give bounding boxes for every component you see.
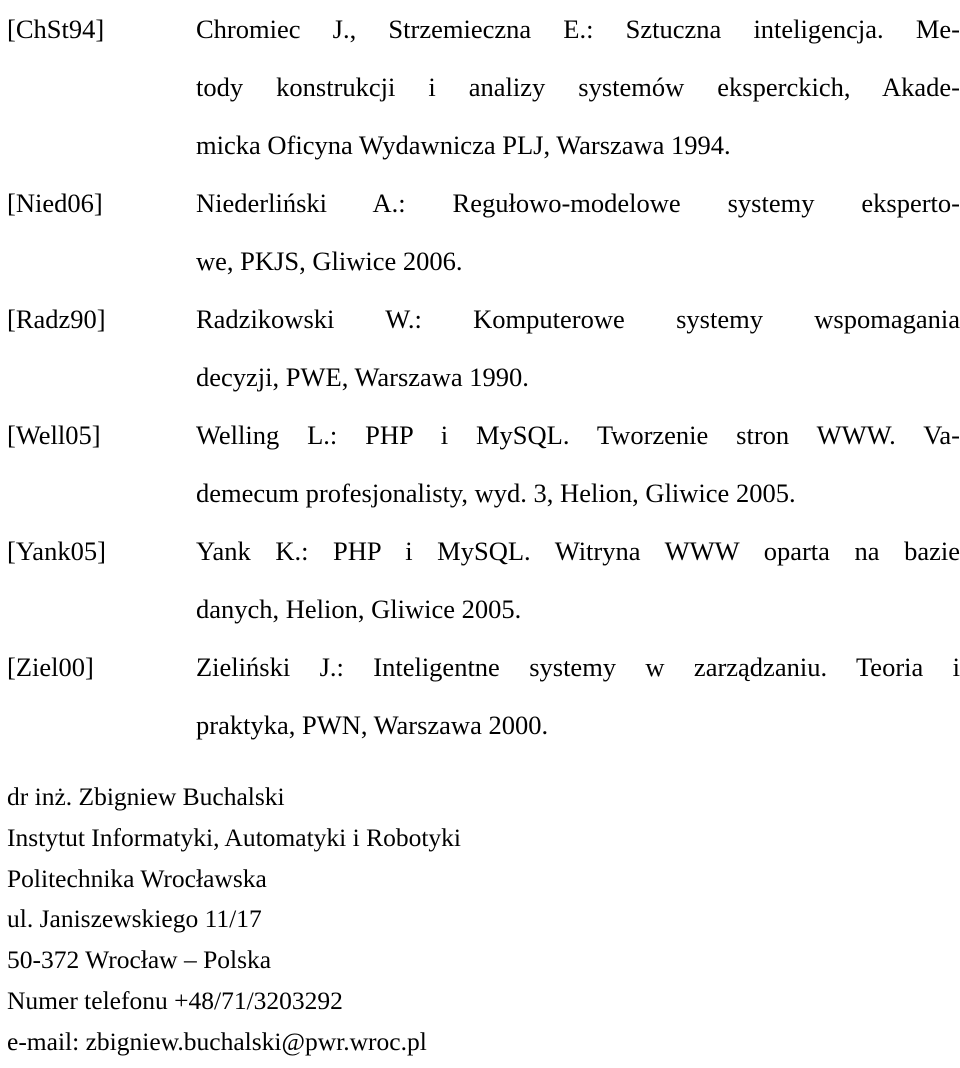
reference-line: we, PKJS, Gliwice 2006. [196,246,463,276]
reference-ziel00 [7,638,960,754]
author-university: Politechnika Wrocławska [7,863,267,893]
author-street: ul. Janiszewskiego 11/17 [7,904,262,934]
reference-key: [ChSt94] [7,14,105,44]
reference-nied06 [7,174,960,290]
reference-line: tody konstrukcji i analizy systemów eksperckich, Akade- [196,72,960,102]
reference-text [196,174,960,290]
reference-well05 [7,406,960,522]
author-phone: Numer telefonu +48/71/3203292 [7,985,343,1015]
reference-text [196,290,960,406]
author-contact-block [7,777,461,1063]
reference-line: micka Oficyna Wydawnicza PLJ, Warszawa 1994. [196,130,731,160]
reference-key: [Ziel00] [7,652,94,682]
reference-line: Zieliński J.: Inteligentne systemy w zarządzaniu. Teoria i [196,652,960,682]
author-name: dr inż. Zbigniew Buchalski [7,782,285,811]
reference-line: Welling L.: PHP i MySQL. Tworzenie stron WWW. Va- [196,420,960,450]
reference-text [196,0,960,174]
reference-text [196,406,960,522]
reference-text [196,522,960,638]
reference-key: [Nied06] [7,188,103,218]
reference-yank05 [7,522,960,638]
author-email: e-mail: zbigniew.buchalski@pwr.wroc.pl [7,1026,427,1056]
reference-chst94 [7,0,960,174]
reference-line: decyzji, PWE, Warszawa 1990. [196,362,529,392]
reference-line: demecum profesjonalisty, wyd. 3, Helion, Gliwice 2005. [196,478,796,508]
author-city: 50-372 Wrocław – Polska [7,945,272,975]
bibliography [7,0,960,754]
reference-line: praktyka, PWN, Warszawa 2000. [196,710,549,740]
reference-line: Niederliński A.: Regułowo-modelowe systemy eksperto- [196,188,960,218]
reference-line: Radzikowski W.: Komputerowe systemy wspomagania [196,304,960,334]
reference-text [196,638,960,754]
reference-key: [Radz90] [7,304,106,334]
reference-key: [Well05] [7,420,101,450]
reference-radz90 [7,290,960,406]
reference-line: Chromiec J., Strzemieczna E.: Sztuczna inteligencja. Me- [196,14,960,44]
reference-line: Yank K.: PHP i MySQL. Witryna WWW oparta na bazie [196,536,960,566]
reference-key: [Yank05] [7,536,106,566]
author-institute: Instytut Informatyki, Automatyki i Robotyki [7,822,462,852]
reference-line: danych, Helion, Gliwice 2005. [196,594,522,624]
